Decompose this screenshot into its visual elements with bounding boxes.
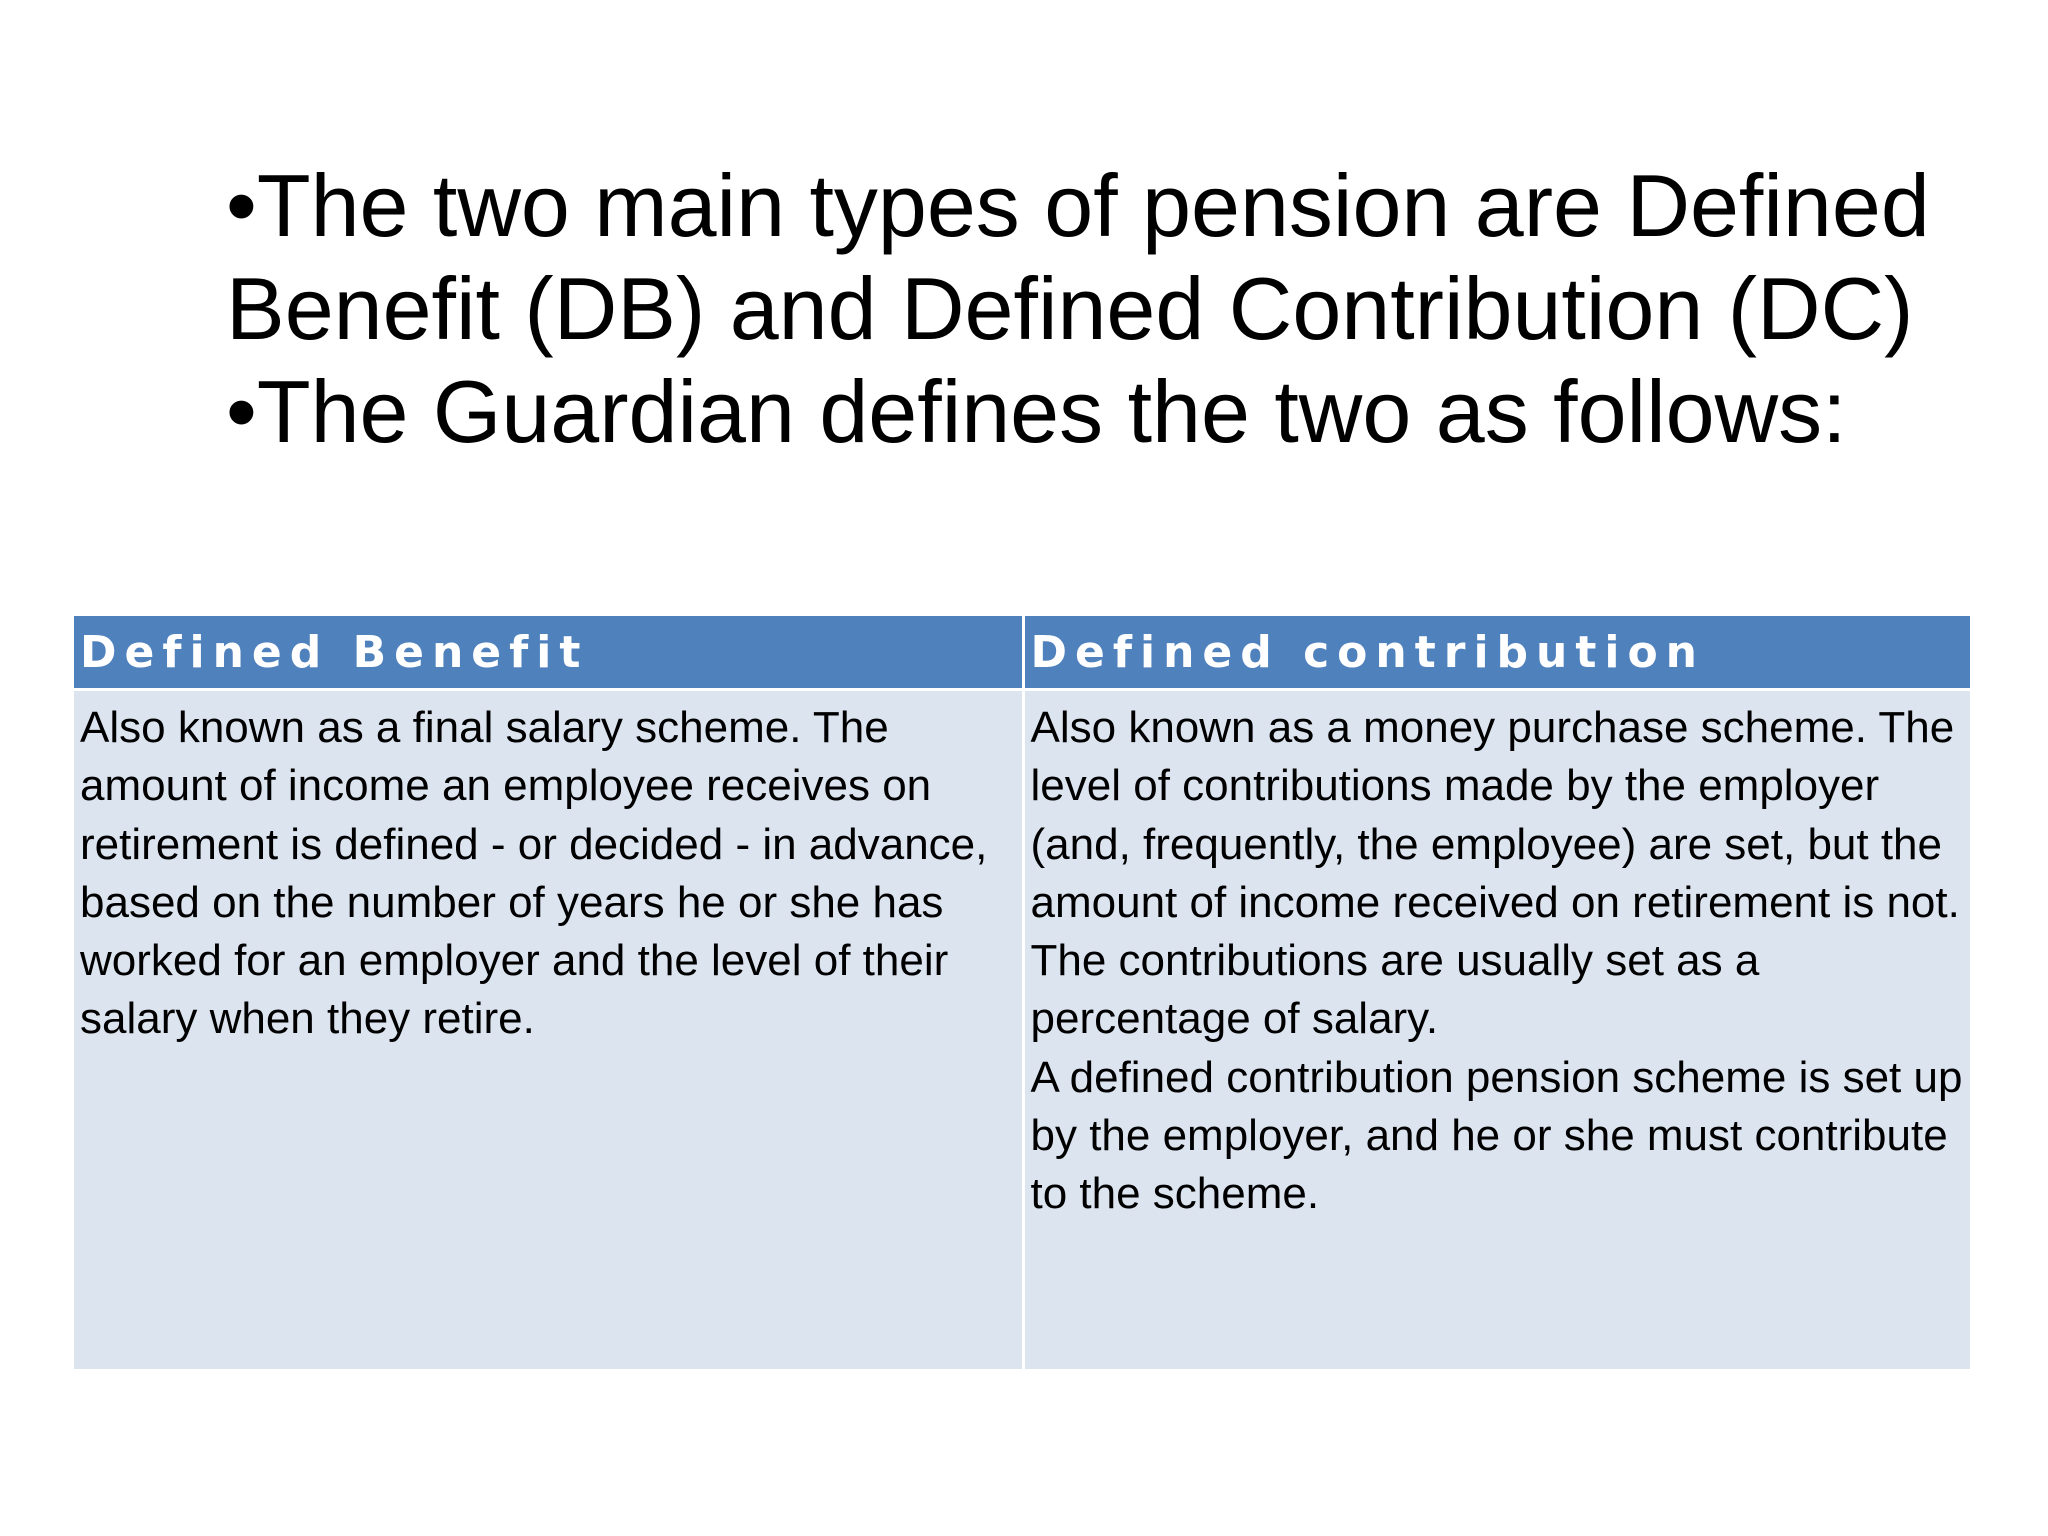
- defined-contribution-paragraph: A defined contribution pension scheme is set up by the employer, and he or she must contribute to the scheme.: [1030, 1052, 1963, 1219]
- defined-contribution-paragraph: The contributions are usually set as a percentage of salary.: [1030, 936, 1760, 1044]
- pension-types-table: [74, 616, 1970, 1369]
- bullet-text: The Guardian defines the two as follows:: [256, 362, 1847, 461]
- defined-contribution-paragraph: Also known as a money purchase scheme. The level of contributions made by the employer (and, frequently, the employee) are set, but the amount of income received on retirement is not.: [1030, 703, 1960, 927]
- bullet-symbol: •: [226, 156, 257, 255]
- defined-benefit-text: Also known as a final salary scheme. The amount of income an employee receives on retirement is defined - or decided - in advance, based on the number of years he or she has worked for an employer and the level of their salary when they retire.: [80, 703, 988, 1044]
- header-defined-contribution: Defined contribution: [1023, 616, 1970, 690]
- cell-defined-contribution: [1023, 690, 1970, 1370]
- bullet-text: The two main types of pension are Defined Benefit (DB) and Defined Contribution (DC): [226, 156, 1930, 358]
- table-row: [74, 690, 1970, 1370]
- bullet-item: [226, 154, 2006, 360]
- table-header-row: [74, 616, 1970, 690]
- bullet-item: [226, 360, 2006, 463]
- bullet-list: [226, 154, 2006, 463]
- bullet-symbol: •: [226, 362, 257, 461]
- cell-defined-benefit: [74, 690, 1023, 1370]
- header-defined-benefit: Defined Benefit: [74, 616, 1023, 690]
